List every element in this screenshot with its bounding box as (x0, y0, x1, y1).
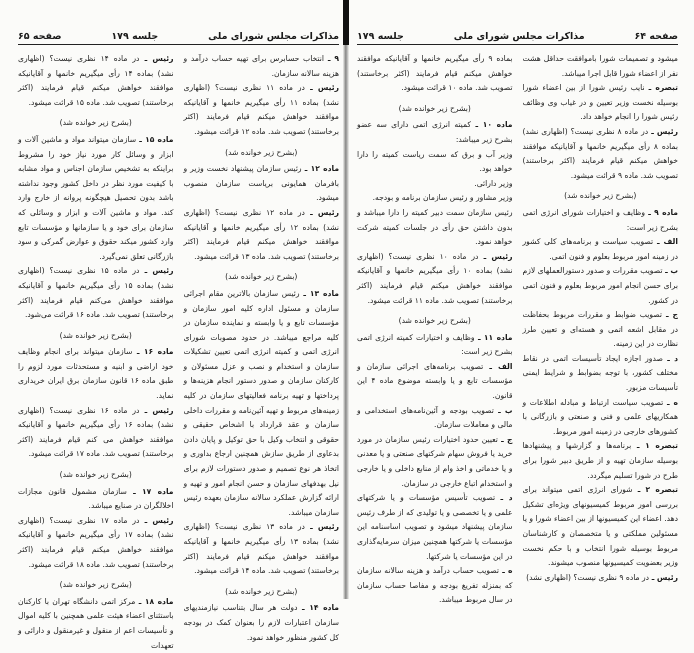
paragraph-text: برنامه‌ها و گزارشها و پیشنهادها بوسیله سازمان تهیه و از طریق دبیر شورا برای طرح در شورا تسلیم میگردد. (522, 441, 678, 480)
paragraph-text: وزیر دارائی. (474, 178, 513, 188)
paragraph-lead: ج ـ (661, 310, 678, 320)
paragraph-lead: د ـ (495, 493, 513, 503)
paragraph-text: تعیین حدود اختیارات رئیس سازمان در مورد خرید یا فروش سهام شرکتهای صنعتی و یا معدنی و یا خدماتی و اخذ وام از منابع داخلی و یا خارجی و استخدام اتباع خارجی در سازمان. (357, 434, 513, 488)
paragraph-lead: ب ـ (662, 266, 679, 276)
paragraph (357, 206, 513, 250)
paragraph (357, 331, 513, 360)
paragraph (18, 595, 174, 653)
paragraph-text: شورای انرژی اتمی میتواند برای بررسی امور مربوط کمیسیونهای ویژه‌ای تشکیل دهد. اعضاء این کمیسیونها از بین اعضاء شورا و یا مسئولین مملکتی و یا متخصصان و کارشناسان مربوط بوسیله شورا انتخاب و با حکم نخست وزیر بعضویت کمیسیونها منصوب میشوند. (522, 485, 678, 568)
paragraph-text: رئیس سازمان بالاترین مقام اجرائی سازمان و مسئول اداره کلیه امور سازمان و مؤسسات تابع و یا وابسته و نماینده سازمان در کلیه مراجع میباشد. در حدود مصوبات شورای انرژی اتمی و کمیته انرژی اتمی تعیین تشکیلات سازمان و استخدام و نصب و عزل مسئولان و کارکنان سازمان و صدور دستور انجام هزینه‌ها و پرداختها و تهیه برنامه فعالیتهای سازمان در کلیه زمینه‌های مربوط و تهیه آئین‌نامه و مقررات داخلی سازمان و عقد قرارداد با اشخاص حقیقی و حقوقی و انتخاب وکیل با حق توکیل و پایان دادن بدعاوی از طریق سازش همچنین ارجاع بداوری و اتخاذ هر نوع تصمیم و صدور دستورات لازم برای نیل بهدفهای سازمان و حسن انجام امور و تهیه و ارائه گزارش عملکرد سالانه سازمان بعهده رئیس سازمان میباشد. (183, 288, 339, 517)
paragraph-text: نایب رئیس شورا از بین اعضاء شورا بوسیله نخست وزیر تعیین و در غیاب وی وظائف رئیس شورا را انجام خواهد داد. (522, 83, 678, 122)
column-left (357, 52, 513, 608)
section-note: (بشرح زیر خوانده شد) (59, 118, 132, 128)
section-note: (بشرح زیر خوانده شد) (59, 330, 132, 340)
paragraph-text: در ماده ۱۰ نظری نیست؟ (اظهاری نشد) بماده ۱۰ رأی میگیریم خانمها و آقایانیکه موافقند خواهش میکنم قیام فرمایند (اکثر برخاستند) تصویب شد. ماده ۱۱ قرائت میشود. (357, 251, 513, 305)
paragraph-lead: رئیس ـ (139, 515, 174, 525)
paragraph-text: کمیته انرژی اتمی دارای سه عضو بشرح زیر میباشد: (357, 120, 513, 144)
paragraph-lead: ۹ ـ (323, 54, 339, 63)
paragraph (523, 264, 679, 308)
paragraph-text: تصویب مقررات و صدور دستورالعملهای لازم برای حسن انجام امور مربوط بعلوم و فنون اتمی در کشور. (522, 266, 678, 305)
paragraph (523, 52, 679, 81)
paragraph (523, 308, 679, 352)
paragraph-lead: ماده ۱۴ ـ (297, 603, 339, 613)
section-note: (بشرح زیر خوانده شد) (225, 586, 298, 596)
paragraph-lead: رئیس ـ (649, 572, 678, 582)
paragraph (523, 206, 679, 235)
paragraph (184, 52, 340, 81)
paragraph-text: در ماده ۱۳ نظری نیست؟ (اظهاری نشد) بماده ۱۳ رأی میگیریم خانمها و آقایانیکه موافقند خواهش میکنم قیام فرمایند (اکثر برخاستند) تصویب شد. ماده ۱۴ قرائت میشود. (183, 522, 340, 576)
paragraph-lead: ج ـ (497, 434, 513, 444)
paragraph (357, 360, 513, 404)
paragraph (523, 125, 679, 183)
paragraph-lead: الف ـ (483, 361, 513, 371)
paragraph-text: در ماده ۱۲ نظری نیست؟ (اظهاری نشد) بماده ۱۲ رأی میگیریم خانمها و آقایانیکه موافقند خواهش میکنم قیام فرمایند (اکثر برخاستند) تصویب شد. ماده ۱۳ قرائت میشود. (183, 207, 340, 261)
paragraph-lead: ماده ۱۳ ـ (299, 288, 339, 298)
paragraph-text: تصویب حساب درآمد و هزینه سالانه سازمان که بمنزله تفریغ بودجه و مفاصا حساب سازمان در سال مربوط میباشد. (357, 566, 513, 605)
paragraph-lead: ماده ۱۸ ـ (135, 596, 174, 606)
paragraph-text: در ماده ۱۴ نظری نیست؟ (اظهاری نشد) بماده ۱۴ رأی میگیریم خانمها و آقایانیکه موافقند خواهش میکنم قیام فرمایند (اکثر برخاستند) تصویب شد. ماده ۱۵ قرائت میشود. (18, 54, 174, 107)
book-gutter (343, 0, 349, 599)
paragraph-lead: ب ـ (493, 405, 513, 415)
paragraph-lead: ماده ۱۷ ـ (126, 486, 174, 496)
paragraph-lead: ه ـ (663, 397, 678, 407)
section-note: (بشرح زیر خوانده شد) (225, 272, 298, 282)
paragraph-text: وزیر آب و برق که سمت ریاست کمیته را دارا خواهد بود. (357, 149, 513, 174)
page-title: مذاکرات مجلس شورای ملی (208, 31, 339, 42)
page-64 (347, 0, 694, 605)
paragraph-lead: رئیس ـ (304, 83, 339, 93)
paragraph-lead: تبصره ـ (644, 83, 678, 93)
paragraph (184, 81, 340, 139)
paragraph (18, 264, 174, 322)
paragraph-lead: ماده ۱۵ ـ (136, 134, 174, 144)
paragraph (18, 52, 174, 110)
paragraph-text: در ماده ۸ نظری نیست؟ (اظهاری نشد) بماده ۸ رأی میگیریم خانمها و آقایانیکه موافقند خواهش میکنم قیام فرمایند (اکثر برخاستند) تصویب شد. ماده ۹ قرائت میشود. (522, 126, 678, 180)
paragraph-lead: رئیس ـ (139, 54, 174, 63)
paragraph (184, 162, 340, 206)
session-number: جلسه ۱۷۹ (357, 31, 404, 42)
paragraph-text: رئیس سازمان پیشنهاد نخست وزیر و بافرمان همایونی بریاست سازمان منصوب میشود. (183, 164, 339, 203)
paragraph-text: سازمان میتواند برای انجام وظایف خود اراضی و ابنیه و مستحدثات مورد لزوم را طبق ماده ۱۶ قانون سازمان برق ایران خریداری نماید. (18, 347, 174, 401)
column-left (18, 52, 174, 653)
paragraph-lead: ه ـ (499, 566, 513, 576)
paragraph-text: تصویب ضوابط و مقررات مربوط بحفاظت در مقابل اشعه اتمی و هسته‌ای و تعیین طرز نظارت در این زمینه. (522, 310, 678, 349)
paragraph (357, 433, 513, 491)
paragraph (18, 345, 174, 403)
paragraph (18, 514, 174, 572)
paragraph (357, 177, 513, 192)
paragraph (523, 81, 679, 125)
paragraph-lead: الف ـ (653, 237, 678, 247)
column-right (523, 52, 679, 608)
section-note: (بشرح زیر خوانده شد) (564, 191, 637, 201)
page-title: مذاکرات مجلس شورای ملی (453, 31, 585, 42)
paragraph (357, 564, 513, 608)
paragraph (184, 520, 340, 578)
paragraph-text: تصویب برنامه‌های اجرائی سازمان و مؤسسات تابع و یا وابسته موضوع ماده ۴ این قانون. (357, 361, 513, 401)
paragraph (357, 118, 513, 147)
paragraph (357, 250, 513, 308)
paragraph-lead: ماده ۹ ـ (645, 207, 679, 217)
section-note: (بشرح زیر خوانده شد) (59, 580, 132, 590)
paragraph-text: صدور اجازه ایجاد تأسیسات اتمی در نقاط مختلف کشور، با توجه بضوابط و شرایط ایمنی تأسیسات مزبور. (522, 353, 678, 393)
paragraph (523, 396, 679, 440)
paragraph-lead: رئیس ـ (139, 405, 174, 415)
paragraph-text: در ماده ۹ نظری نیست؟ (اظهاری نشد) (526, 572, 650, 582)
paragraph-text: رئیس سازمان سمت دبیر کمیته را دارا میباشد و بدون داشتن حق رأی در جلسات کمیته شرکت خواهد نمود. (357, 207, 513, 247)
paragraph-lead: تبصره ۲ ـ (632, 485, 678, 495)
paragraph-lead: رئیس ـ (304, 522, 339, 532)
paragraph (523, 571, 679, 586)
page-65 (0, 0, 347, 650)
paragraph-text: سازمان مشمول قانون مجازات اخلالگران در صنایع میباشد. (18, 486, 174, 511)
paragraph (18, 485, 174, 514)
paragraph-text: تصویب بودجه و آئین‌نامه‌های استخدامی و مالی و معاملات سازمان. (357, 405, 513, 430)
paragraph-lead: ماده ۱۶ ـ (132, 347, 174, 357)
book-gutter-shadow (343, 0, 349, 45)
page-header (357, 26, 678, 45)
paragraph-text: تصویب تأسیس مؤسسات و یا شرکتهای علمی و یا تخصصی و یا تولیدی که از طرف رئیس سازمان پیشنهاد میشود و تصویب اساسنامه این مؤسسات یا شرکتها همچنین میزان سرمایه‌گذاری در این مؤسسات یا شرکتها. (357, 493, 513, 561)
paragraph-lead: رئیس ـ (648, 126, 678, 136)
paragraph (357, 52, 513, 96)
paragraph-text: در ماده ۱۵ نظری نیست؟ (اظهاری نشد) بماده ۱۵ رأی میگیریم خانمها و آقایانیکه موافقند خواهش می‌کنم قیام فرمایند (اکثر برخاستند) تصویب شد. ماده ۱۶ قرائت می‌شود. (18, 266, 174, 320)
paragraph-text: وزیر مشاور و رئیس سازمان برنامه و بودجه. (372, 193, 513, 203)
paragraph-text: در ماده ۱۱ نظری نیست؟ (اظهاری نشد) بماده ۱۱ رأی میگیریم خانمها و آقایانیکه موافقند خواهش میکنم قیام فرمایند (اکثر برخاستند) تصویب شد. ماده ۱۲ قرائت میشود. (183, 83, 340, 136)
column-right (184, 52, 340, 653)
section-note: (بشرح زیر خوانده شد) (59, 470, 132, 480)
paragraph-lead: رئیس ـ (139, 266, 174, 276)
paragraph (18, 404, 174, 462)
paragraph (357, 491, 513, 564)
paragraph-text: میشود و تصمیمات شورا باموافقت حداقل هشت نفر از اعضاء شورا قابل اجرا میباشد. (522, 54, 678, 78)
paragraph-text: تصویب سیاست ارتباط و مبادله اطلاعات و همکاریهای علمی و فنی و صنعتی و بازرگانی با کشورهای خارجی در زمینه امور مربوط. (522, 397, 678, 436)
paragraph-text: سازمان میتواند مواد و ماشین آلات و ابزار و وسائل کار مورد نیاز خود را مشروط براینکه به تشخیص سازمان اجناس و مواد مشابه با کیفیت مورد نظر در داخل کشور وجود نداشته باشد بدون تحصیل هیچگونه پروانه از خارج وارد کند. مواد و ماشین آلات و ابزار و وسائلی که سازمان برای خود و یا سازمانها و مؤسسات تابع وارد کشور میکند حقوق و عوارض گمرکی و سود بازرگانی تعلق نمی‌گیرد. (18, 134, 174, 261)
paragraph-lead: تبصره ۱ ـ (631, 441, 678, 451)
text-columns (18, 52, 339, 653)
paragraph (523, 439, 679, 483)
paragraph-lead: رئیس ـ (478, 251, 513, 261)
paragraph (184, 601, 340, 645)
paragraph-text: در ماده ۱۶ نظری نیست؟ (اظهاری نشد) بماده ۱۶ رأی میگیریم خانمها و آقایانیکه موافقند خواهش می کنم قیام فرمایند (اکثر برخاستند) تصویب شد. ماده ۱۷ قرائت میشود. (18, 405, 174, 459)
paragraph-text: در ماده ۱۷ نظری نیست؟ (اظهاری نشد) بماده ۱۷ رأی میگیریم خانمها و آقایانیکه موافقند خواهش میکنم قیام فرمایند (اکثر برخاستند) تصویب شد. ماده ۱۸ قرائت میشود. (18, 515, 174, 569)
paragraph-lead: ماده ۱۰ ـ (470, 120, 513, 130)
paragraph (357, 148, 513, 177)
paragraph-text: تصویب سیاست و برنامه‌های کلی کشور در زمینه امور مربوط بعلوم و فنون اتمی. (522, 237, 678, 261)
page-number: صفحه ۶۴ (634, 31, 678, 42)
paragraph-lead: ماده ۱۲ ـ (301, 164, 340, 174)
paragraph (523, 352, 679, 396)
paragraph-text: بماده ۹ رأی میگیریم خانمها و آقایانیکه موافقند خواهش میکنم قیام فرمایند (اکثر برخاستند) تصویب شد. ماده ۱۰ قرائت میشود. (357, 54, 513, 93)
paragraph (523, 483, 679, 571)
paragraph (357, 191, 513, 206)
paragraph-lead: د ـ (662, 353, 679, 363)
section-note: (بشرح زیر خوانده شد) (398, 103, 471, 113)
page-number: صفحه ۶۵ (18, 31, 62, 42)
paragraph-text: وظایف و اختیارات شورای انرژی اتمی بشرح زیر است: (522, 207, 678, 232)
paragraph-text: انتخاب حسابرس برای تهیه حساب درآمد و هزینه سالانه سازمان. (183, 54, 339, 78)
paragraph (184, 287, 340, 521)
paragraph (357, 404, 513, 433)
paragraph-lead: ماده ۱۱ ـ (474, 332, 513, 342)
paragraph-text: مرکز اتمی دانشگاه تهران با کارکنان باستثنای اعضاء هیئت علمی همچنین با کلیه اموال و تأسیسات اعم از منقول و غیرمنقول و دارائی و تعهدات (18, 596, 174, 650)
paragraph-lead: رئیس ـ (304, 207, 339, 217)
paragraph-text: دولت هر سال بتناسب نیازمندیهای سازمان اعتبارات لازم را بعنوان کمک در بودجه کل کشور منظور خواهد نمود. (183, 603, 339, 642)
session-number: جلسه ۱۷۹ (111, 31, 159, 42)
page-header (18, 26, 339, 45)
paragraph (184, 206, 340, 264)
paragraph (523, 235, 679, 264)
section-note: (بشرح زیر خوانده شد) (398, 316, 471, 326)
text-columns (357, 52, 678, 608)
paragraph-text: وظایف و اختیارات کمیته انرژی اتمی بشرح زیر است: (357, 332, 513, 357)
section-note: (بشرح زیر خوانده شد) (225, 147, 298, 157)
paragraph (18, 133, 174, 264)
